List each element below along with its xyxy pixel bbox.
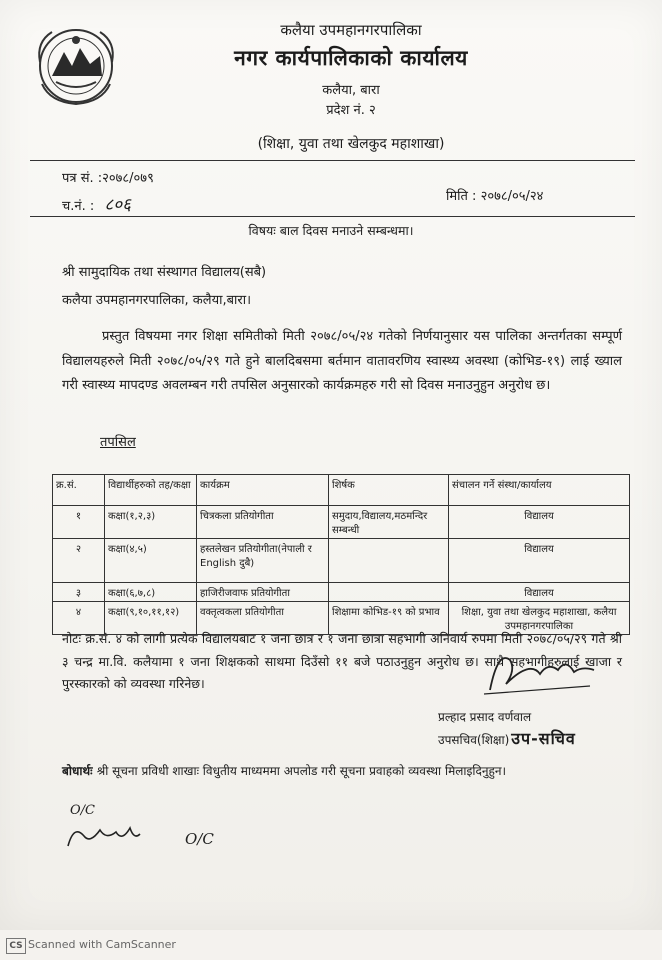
table-row <box>53 539 630 583</box>
handwritten-notes-icon <box>60 800 260 860</box>
col-serial: क्र.सं. <box>53 475 105 506</box>
cell-organizer: विद्यालय <box>449 539 630 583</box>
letter-number: पत्र सं. :२०७८/०७९ <box>62 171 154 186</box>
section-name: (शिक्षा, युवा तथा खेलकुद महाशाखा) <box>257 136 445 152</box>
addressee-line-1: श्री सामुदायिक तथा संस्थागत विद्यालय(सबै) <box>62 265 267 280</box>
handwritten-oc-1: O/C <box>70 803 95 818</box>
cell-topic: शिक्षामा कोभिड-१९ को प्रभाव <box>329 602 449 635</box>
signatory-title <box>438 727 576 749</box>
cell-topic <box>329 583 449 602</box>
signatory-designation: उपसचिव(शिक्षा) <box>438 733 510 747</box>
cell-grade: कक्षा(६,७,८) <box>105 583 197 602</box>
col-topic: शिर्षक <box>329 475 449 506</box>
cell-grade: कक्षा(४,५) <box>105 539 197 583</box>
cell-serial: १ <box>53 506 105 539</box>
programme-table <box>52 474 630 635</box>
table-row <box>53 583 630 602</box>
office-location: कलैया, बारा <box>322 83 380 98</box>
cell-programme: चित्रकला प्रतियोगीता <box>197 506 329 539</box>
subject-top-rule <box>30 216 635 217</box>
schedule-heading: तपसिल <box>100 435 136 450</box>
cell-programme: वक्तृत्वकला प्रतियोगीता <box>197 602 329 635</box>
dispatch-value: ८०६ <box>104 195 131 215</box>
cell-topic <box>329 539 449 583</box>
table-row <box>53 506 630 539</box>
header-divider <box>30 160 635 161</box>
cell-programme: हाजिरीजवाफ प्रतियोगीता <box>197 583 329 602</box>
cell-serial: ४ <box>53 602 105 635</box>
designation-stamp: उप-सचिव <box>511 729 576 748</box>
cell-grade: कक्षा(१,२,३) <box>105 506 197 539</box>
cell-serial: ३ <box>53 583 105 602</box>
cell-serial: २ <box>53 539 105 583</box>
cell-programme: हस्तलेखन प्रतियोगीता(नेपाली र English दुबै) <box>197 539 329 583</box>
letter-date: मिति : २०७८/०५/२४ <box>446 189 544 204</box>
signatory-name: प्रल्हाद प्रसाद वर्णवाल <box>438 710 532 724</box>
cell-organizer: विद्यालय <box>449 583 630 602</box>
province: प्रदेश नं. २ <box>326 103 376 118</box>
col-programme: कार्यक्रम <box>197 475 329 506</box>
subject-line: विषयः बाल दिवस मनाउने सम्बन्धमा। <box>248 223 414 238</box>
body-paragraph: प्रस्तुत विषयमा नगर शिक्षा समितीको मिती २०७८/०५/२४ गतेको निर्णयानुसार यस पालिका अन्तर्गतका सम्पूर्ण विद्यालयहरुले मिती २०७८/०५/२९ गते हुने बालदिबसमा बर्तमान वातावरणिय स्वास्थ्य अवस्था (कोभिड-१९) लाई ख्याल गरी स्वास्थ्य मापदण्ड अवलम्बन गरी तपसिल अनुसारको कार्यक्रमहरु गरी सो दिवस मनाउनुहुन अनुरोध छ। <box>62 329 622 393</box>
col-organizer: संचालन गर्ने संस्था/कार्यालय <box>449 475 630 506</box>
handwritten-oc-2: O/C <box>185 830 214 848</box>
addressee-line-2: कलैया उपमहानगरपालिका, कलैया,बारा। <box>62 293 252 308</box>
cell-organizer: शिक्षा, युवा तथा खेलकुद महाशाखा, कलैया उपमहानगरपालिका <box>449 602 630 635</box>
municipality-name: कलैया उपमहानगरपालिका <box>280 21 422 39</box>
signature-scribble-icon <box>470 640 610 700</box>
cc-section <box>62 762 506 779</box>
cell-grade: कक्षा(९,१०,११,१२) <box>105 602 197 635</box>
office-name: नगर कार्यपालिकाको कार्यालय <box>234 46 468 70</box>
note-paragraph: नोटः क्र.सं. ४ को लागी प्रत्येक विद्यालयबाट १ जना छात्र र १ जना छात्रा सहभागी अनिवार्य रुपमा मिती २०७८/०५/२९ गते श्री ३ चन्द्र मा.वि. कलैयामा १ जना शिक्षकको साथमा दिउँसो ११ बजे पठाउनुहुन अनुरोध छ। साथै सहभागीहरुलाई खाजा र पुरस्कारको को व्यवस्था गरिनेछ। <box>62 631 622 691</box>
cell-organizer: विद्यालय <box>449 506 630 539</box>
camscanner-logo-icon: CS <box>6 938 26 954</box>
dispatch-label: च.नं. : <box>62 199 95 214</box>
table-header-row <box>53 475 630 506</box>
dispatch-number <box>62 192 131 215</box>
cc-text: श्री सूचना प्रविधी शाखाः विधुतीय माध्यममा अपलोड गरी सूचना प्रवाहको व्यवस्था मिलाइदिनुहुन। <box>96 764 507 778</box>
cc-label: बोधार्थः <box>62 764 93 778</box>
cell-topic: समुदाय,विद्यालय,मठमन्दिर सम्बन्धी <box>329 506 449 539</box>
scanner-watermark: Scanned with CamScanner <box>28 938 176 951</box>
col-grade: विद्यार्थीहरुको तह/कक्षा <box>105 475 197 506</box>
